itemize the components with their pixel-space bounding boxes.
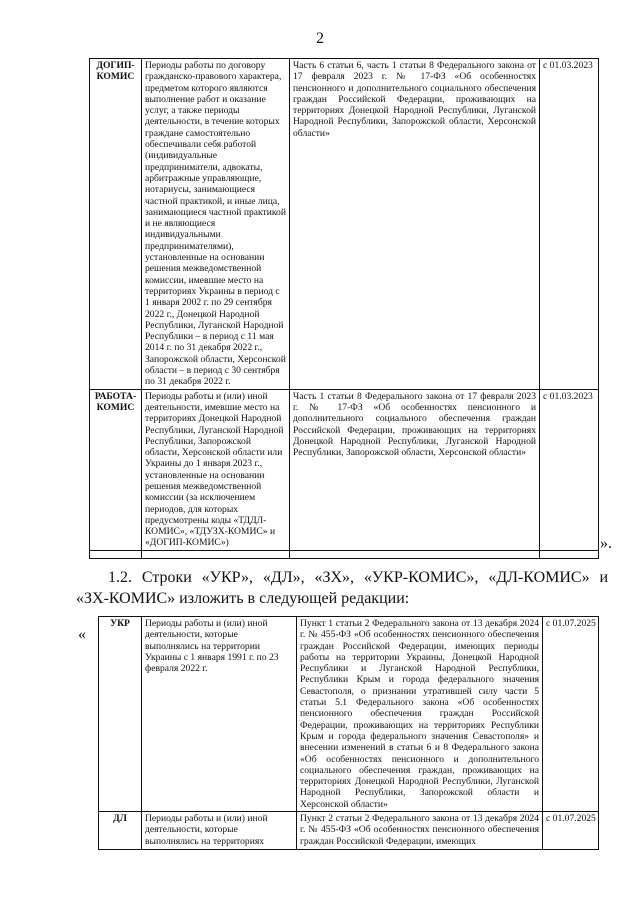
- legal-basis-cell: Пункт 2 статьи 2 Федерального закона от 13 декабря 2024 г. № 455-ФЗ «Об особенностях пенсионного обеспечения граждан Российской Федерации, имеющих: [297, 812, 543, 850]
- empty-cell: [142, 550, 290, 558]
- code-cell: РАБОТА-КОМИС: [90, 389, 142, 550]
- table-row: [99, 812, 599, 850]
- empty-cell: [540, 550, 599, 558]
- effective-date-cell: с 01.03.2023: [540, 389, 599, 550]
- description-cell: Периоды работы и (или) иной деятельности, которые выполнялись на территории Украины с 1 января 1991 г. по 23 февраля 2022 г.: [142, 617, 297, 812]
- effective-date-cell: с 01.07.2025: [543, 617, 599, 812]
- table-row-empty: [90, 550, 599, 558]
- empty-cell: [90, 550, 142, 558]
- paragraph-line: «ЗХ-КОМИС» изложить в следующей редакции:: [76, 590, 410, 607]
- table-row: [90, 59, 599, 390]
- table-row: [99, 617, 599, 812]
- code-cell: ДОГИП-КОМИС: [90, 59, 142, 390]
- legal-basis-cell: Часть 6 статьи 6, часть 1 статьи 8 Федерального закона от 17 февраля 2023 г. № 17-ФЗ «Об особенностях пенсионного и дополнительного социального обеспечения граждан Российской Федерации, проживающих на территориях Донецкой Народной Республики, Луганской Народной Республики, Запорожской области, Херсонской области»: [290, 59, 540, 390]
- table-row: [90, 389, 599, 550]
- legal-basis-cell: Часть 1 статьи 8 Федерального закона от 17 февраля 2023 г. № 17-ФЗ «Об особенностях пенсионного и дополнительного социального обеспечения граждан Российской Федерации, проживающих на территориях Донецкой Народной Республики, Луганской Народной Республики, Запорожской области, Херсонской области»: [290, 389, 540, 550]
- empty-cell: [290, 550, 540, 558]
- description-cell: Периоды работы и (или) иной деятельности, имевшие место на территориях Донецкой Народной Республики, Луганской Народной Республики, Запорожской области, Херсонской области или Украины до 1 января 2023 г., установленные на основании решения межведомственной комиссии (за исключением периодов, для которых предусмотрены коды «ТДДЛ-КОМИС», «ТДУЗХ-КОМИС» и «ДОГИП-КОМИС»): [142, 389, 290, 550]
- description-cell: Периоды работы по договору гражданско-правового характера, предметом которого являются выполнение работ и оказание услуг, а также периоды деятельности, в течение которых граждане самостоятельно обеспечивали себя работой (индивидуальные предприниматели, адвокаты, арбитражные управляющие, нотариусы, занимающиеся частной практикой, и иные лица, занимающиеся частной практикой и не являющиеся индивидуальными предпринимателями), установленные на основании решения межведомственной комиссии, имевшие место на территориях Украины в период с 1 января 2002 г. по 29 сентября 2022 г., Донецкой Народной Республики, Луганской Народной Республики – в период с 11 мая 2014 г. по 31 декабря 2022 г., Запорожской области, Херсонской области – в период с 30 сентября по 31 декабря 2022 г.: [142, 59, 290, 390]
- codes-table-new: [98, 616, 599, 850]
- opening-quote: «: [78, 626, 86, 643]
- code-cell: УКР: [99, 617, 142, 812]
- effective-date-cell: с 01.03.2023: [540, 59, 599, 390]
- effective-date-cell: с 01.07.2025: [543, 812, 599, 850]
- page-number: 2: [316, 30, 324, 47]
- code-cell: ДЛ: [99, 812, 142, 850]
- closing-quote: ».: [600, 535, 612, 552]
- codes-table-previous: [89, 58, 599, 559]
- description-cell: Периоды работы и (или) иной деятельности, которые выполнялись на территориях: [142, 812, 297, 850]
- legal-basis-cell: Пункт 1 статьи 2 Федерального закона от 13 декабря 2024 г. № 455-ФЗ «Об особенностях пенсионного обеспечения граждан Российской Федерации, имеющих периоды работы на территории Украины, Донецкой Народной Республики и Луганской Народной Республики, Республики Крым и города федерального значения Севастополя, о признании утратившей силу части 5 статьи 5.1 Федерального закона «Об особенностях пенсионного обеспечения граждан Российской Федерации, проживающих на территориях Республики Крым и города федерального значения Севастополя» и внесении изменений в статьи 6 и 8 Федерального закона «Об особенностях пенсионного и дополнительного социального обеспечения граждан, проживающих на территориях Донецкой Народной Республики, Луганской Народной Республики, Запорожской области и Херсонской области»: [297, 617, 543, 812]
- paragraph-line: 1.2. Строки «УКР», «ДЛ», «ЗХ», «УКР-КОМИС», «ДЛ-КОМИС» и: [108, 569, 608, 586]
